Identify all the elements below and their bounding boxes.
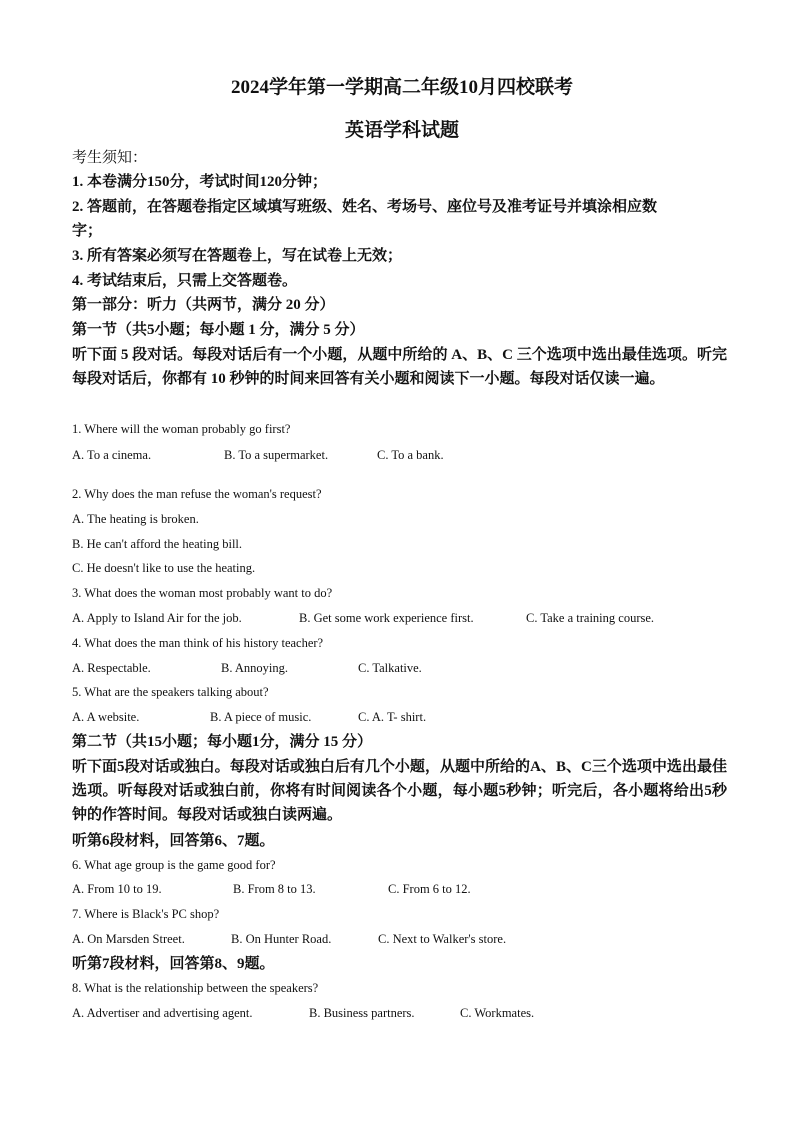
option-a: A. To a cinema. [72,448,152,462]
option-a: A. Apply to Island Air for the job. [72,611,242,625]
part1-heading: 第一部分：听力（共两节，满分 20 分） [72,297,335,313]
option-c: C. To a bank. [377,448,444,462]
option-a: A. On Marsden Street. [72,932,185,946]
notice-item: 3. 所有答案必须写在答题卷上，写在试卷上无效； [72,248,403,264]
section2-heading: 第二节（共15小题；每小题1分，满分 15 分） [72,734,373,750]
option-b: B. Annoying. [221,661,289,675]
exam-title: 2024学年第一学期高二年级10月四校联考 [230,77,573,98]
question-stem: 8. What is the relationship between the speakers? [72,981,319,995]
notice-heading: 考生须知： [72,150,148,166]
option-c: C. A. T- shirt. [358,710,427,724]
question-stem: 3. What does the woman most probably want to do? [72,586,333,600]
option-c: C. Workmates. [460,1006,535,1020]
question-stem: 7. Where is Black's PC shop? [72,907,220,921]
section2-instruction: 听下面5段对话或独白。每段对话或独白后有几个小题，从题中所给的A、B、C三个选项中选出最佳选项。听每段对话或独白前，你将有时间阅读各个小题，每小题5秒钟；听完后，各小题将给出5秒钟的作答时间。每段对话或独白读两遍。 [72,759,727,823]
option-c: C. Take a training course. [526,611,655,625]
section1-heading: 第一节（共5小题；每小题 1 分，满分 5 分） [72,322,365,338]
option-b: B. From 8 to 13. [233,882,316,896]
option-a: A. From 10 to 19. [72,882,162,896]
question-stem: 2. Why does the man refuse the woman's request? [72,487,322,501]
option-b: B. Business partners. [309,1006,415,1020]
option-b: B. To a supermarket. [224,448,329,462]
material-heading: 听第7段材料，回答第8、9题。 [72,956,275,972]
option-b: B. On Hunter Road. [231,932,332,946]
exam-subtitle: 英语学科试题 [344,120,459,141]
option-b: B. A piece of music. [210,710,312,724]
notice-item: 4. 考试结束后，只需上交答题卷。 [72,273,298,289]
notice-item: 字； [72,223,103,239]
option-a: A. Advertiser and advertising agent. [72,1006,253,1020]
question-stem: 1. Where will the woman probably go first? [72,422,291,436]
question-stem: 4. What does the man think of his history teacher? [72,636,324,650]
material-heading: 听第6段材料，回答第6、7题。 [72,833,275,849]
option-b: B. Get some work experience first. [299,611,474,625]
question-stem: 6. What age group is the game good for? [72,858,276,872]
option-c: C. Talkative. [358,661,422,675]
option-c: C. He doesn't like to use the heating. [72,561,256,575]
option-a: A. Respectable. [72,661,151,675]
notice-item: 2. 答题前，在答题卷指定区域填写班级、姓名、考场号、座位号及准考证号并填涂相应数 [72,199,658,215]
option-a: A. The heating is broken. [72,512,199,526]
option-c: C. Next to Walker's store. [378,932,507,946]
option-c: C. From 6 to 12. [388,882,471,896]
notice-item: 1. 本卷满分150分，考试时间120分钟； [72,174,328,190]
option-b: B. He can't afford the heating bill. [72,537,243,551]
option-a: A. A website. [72,710,140,724]
section1-instruction: 听下面 5 段对话。每段对话后有一个小题，从题中所给的 A、B、C 三个选项中选出最佳选项。听完每段对话后，你都有 10 秒钟的时间来回答有关小题和阅读下一小题。每段对话仅读一遍。 [72,347,727,387]
question-stem: 5. What are the speakers talking about? [72,685,269,699]
